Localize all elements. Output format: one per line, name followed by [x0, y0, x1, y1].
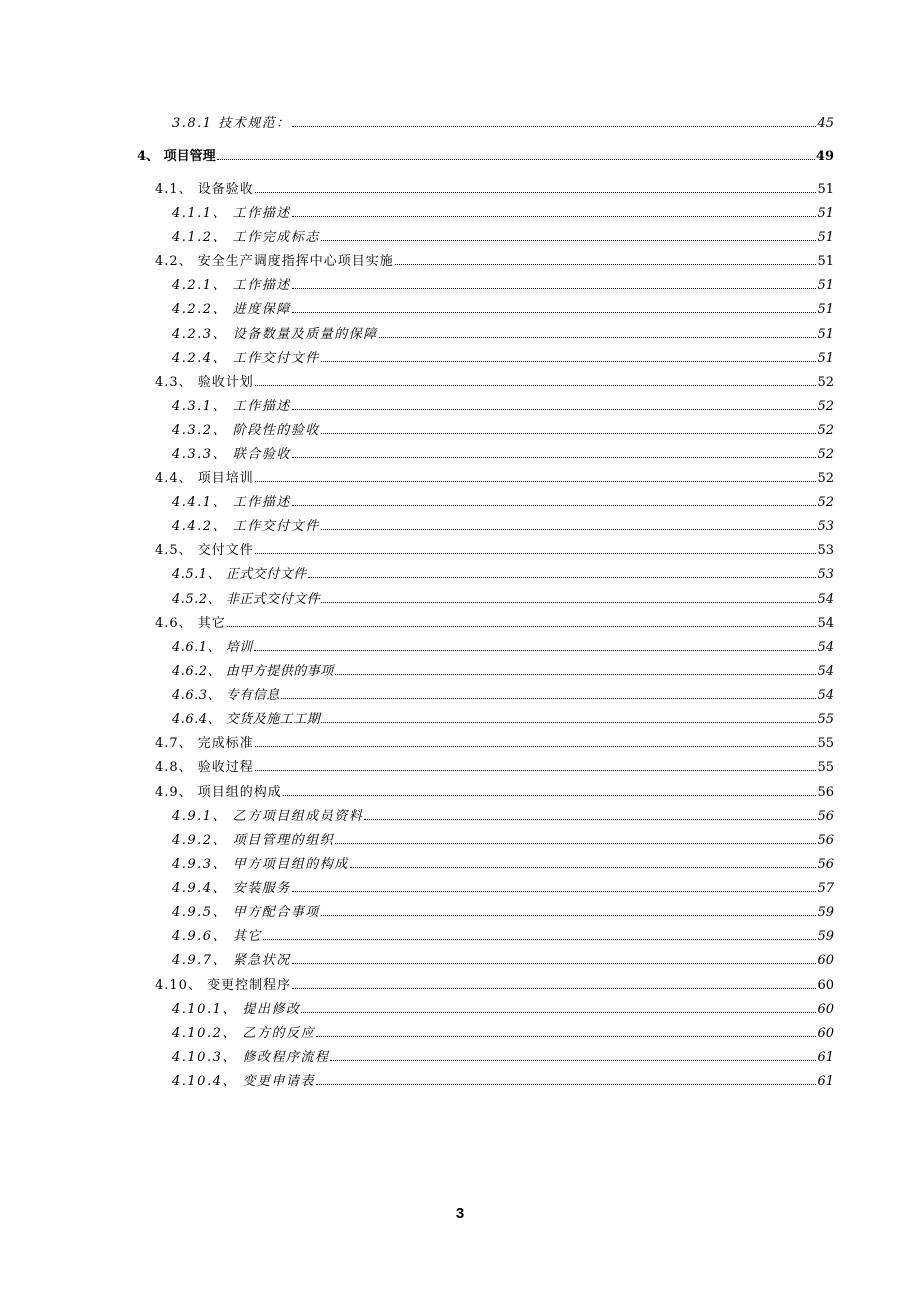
toc-entry-label: 4.2、 安全生产调度指挥中心项目实施 — [155, 254, 394, 269]
toc-leader — [292, 216, 817, 217]
toc-leader — [254, 650, 817, 651]
toc-entry-page: 54 — [817, 664, 834, 679]
toc-leader — [255, 553, 817, 554]
toc-entry[interactable] — [172, 830, 834, 852]
toc-leader — [379, 337, 817, 338]
toc-leader — [321, 433, 817, 434]
toc-entry-label: 4.9.2、 项目管理的组织 — [172, 833, 335, 848]
toc-entry[interactable] — [155, 540, 834, 562]
toc-entry[interactable] — [155, 468, 834, 490]
toc-entry[interactable] — [155, 372, 834, 394]
toc-entry-page: 51 — [817, 230, 834, 245]
toc-entry[interactable] — [172, 1047, 834, 1069]
toc-leader — [255, 385, 817, 386]
toc-leader — [255, 746, 817, 747]
toc-entry-page: 60 — [817, 1002, 834, 1017]
toc-entry-label: 4.9、 项目组的构成 — [155, 785, 282, 800]
toc-entry-label: 4.3.1、 工作描述 — [172, 399, 291, 414]
toc-leader — [350, 867, 817, 868]
toc-leader — [292, 457, 817, 458]
toc-leader — [321, 602, 816, 603]
toc-entry-label: 4.7、 完成标准 — [155, 736, 254, 751]
toc-entry-label: 4.10.2、 乙方的反应 — [172, 1026, 315, 1041]
toc-entry[interactable] — [155, 733, 834, 755]
toc-leader — [395, 264, 817, 265]
toc-entry-page: 51 — [817, 182, 834, 197]
toc-entry-page: 60 — [817, 953, 834, 968]
toc-entry[interactable] — [172, 878, 834, 900]
toc-entry-label: 4.3.2、 阶段性的验收 — [172, 423, 320, 438]
toc-leader — [321, 240, 817, 241]
toc-leader — [292, 891, 817, 892]
toc-entry[interactable] — [172, 1071, 834, 1093]
toc-entry-page: 54 — [817, 592, 834, 607]
toc-entry[interactable] — [172, 709, 834, 731]
toc-entry-page: 55 — [817, 736, 834, 751]
toc-entry-page: 54 — [817, 616, 834, 631]
toc-leader — [255, 192, 817, 193]
toc-leader — [321, 915, 817, 916]
toc-entry-page: 51 — [817, 302, 834, 317]
toc-entry[interactable] — [172, 1023, 834, 1045]
toc-entry-page: 55 — [817, 760, 834, 775]
toc-entry-label: 4.2.4、 工作交付文件 — [172, 351, 320, 366]
toc-entry-label: 4.6.4、 交货及施工工期 — [172, 712, 321, 727]
toc-entry-label: 4.10、 变更控制程序 — [155, 978, 292, 993]
toc-entry[interactable] — [172, 348, 834, 370]
toc-entry[interactable] — [172, 492, 834, 514]
toc-entry-label: 4.1、 设备验收 — [155, 182, 254, 197]
toc-entry-label: 4.9.5、 甲方配合事项 — [172, 905, 320, 920]
toc-entry-label: 4、 项目管理 — [137, 149, 216, 164]
toc-entry-page: 56 — [817, 833, 834, 848]
toc-entry[interactable] — [172, 926, 834, 948]
toc-entry-label: 4.10.1、 提出修改 — [172, 1002, 301, 1017]
toc-entry-label: 4.6、 其它 — [155, 616, 226, 631]
toc-leader — [321, 722, 816, 723]
toc-entry[interactable] — [137, 146, 834, 168]
toc-entry[interactable] — [155, 251, 834, 273]
toc-entry-label: 4.10.3、 修改程序流程 — [172, 1050, 330, 1065]
toc-leader — [321, 529, 817, 530]
toc-leader — [292, 288, 817, 289]
toc-entry-label: 4.6.1、 培训 — [172, 640, 253, 655]
toc-leader — [292, 988, 816, 989]
toc-entry-label: 4.2.3、 设备数量及质量的保障 — [172, 327, 378, 342]
toc-entry[interactable] — [172, 396, 834, 418]
toc-leader — [321, 361, 817, 362]
toc-entry-label: 4.2.2、 进度保障 — [172, 302, 291, 317]
toc-entry-label: 4.9.4、 安装服务 — [172, 881, 291, 896]
toc-entry-label: 4.1.2、 工作完成标志 — [172, 230, 320, 245]
toc-entry-page: 60 — [817, 978, 834, 993]
toc-entry-page: 52 — [817, 423, 834, 438]
toc-entry[interactable] — [172, 854, 834, 876]
toc-leader — [217, 159, 815, 160]
toc-entry[interactable] — [172, 950, 834, 972]
toc-entry-page: 52 — [817, 447, 834, 462]
toc-entry[interactable] — [172, 902, 834, 924]
toc-leader — [255, 481, 817, 482]
toc-entry[interactable] — [172, 113, 834, 135]
toc-entry[interactable] — [172, 299, 834, 321]
toc-entry[interactable] — [172, 275, 834, 297]
toc-entry-page: 52 — [817, 471, 834, 486]
toc-entry[interactable] — [172, 420, 834, 442]
toc-leader — [316, 1036, 816, 1037]
toc-entry-label: 4.9.1、 乙方项目组成员资料 — [172, 809, 364, 824]
toc-entry[interactable] — [155, 975, 834, 997]
toc-entry-page: 52 — [817, 399, 834, 414]
toc-entry-page: 59 — [817, 929, 834, 944]
page-number: 3 — [455, 1205, 465, 1222]
toc-leader — [335, 674, 817, 675]
toc-entry-page: 55 — [817, 712, 834, 727]
toc-leader — [263, 939, 817, 940]
toc-entry-label: 4.8、 验收过程 — [155, 760, 254, 775]
toc-entry[interactable] — [172, 203, 834, 225]
toc-entry-label: 4.5、 交付文件 — [155, 543, 254, 558]
toc-entry-page: 45 — [817, 116, 834, 131]
toc-entry-page: 57 — [817, 881, 834, 896]
toc-entry-page: 59 — [817, 905, 834, 920]
toc-entry-label: 4.4、 项目培训 — [155, 471, 254, 486]
toc-entry-page: 61 — [817, 1074, 834, 1089]
toc-entry[interactable] — [172, 661, 834, 683]
toc-leader — [292, 505, 817, 506]
toc-leader — [255, 770, 817, 771]
toc-entry-page: 52 — [817, 495, 834, 510]
toc-entry[interactable] — [172, 589, 834, 611]
toc-entry-label: 4.3、 验收计划 — [155, 375, 254, 390]
toc-entry[interactable] — [172, 564, 834, 586]
toc-entry-label: 4.9.3、 甲方项目组的构成 — [172, 857, 349, 872]
toc-entry-label: 4.6.2、 由甲方提供的事项 — [172, 664, 334, 679]
toc-entry[interactable] — [172, 637, 834, 659]
toc-entry-label: 4.1.1、 工作描述 — [172, 206, 291, 221]
toc-entry-page: 52 — [817, 375, 834, 390]
toc-entry-page: 54 — [817, 640, 834, 655]
toc-entry-page: 49 — [815, 149, 834, 164]
toc-leader — [283, 795, 817, 796]
toc-entry-label: 4.10.4、 变更申请表 — [172, 1074, 315, 1089]
toc-entry[interactable] — [172, 516, 834, 538]
toc-entry-page: 60 — [817, 1026, 834, 1041]
toc-leader — [364, 819, 816, 820]
toc-entry-label: 3.8.1 技术规范： — [172, 116, 291, 131]
toc-leader — [292, 409, 817, 410]
toc-entry-label: 4.9.7、 紧急状况 — [172, 953, 291, 968]
toc-entry-page: 54 — [817, 688, 834, 703]
toc-leader — [301, 1012, 816, 1013]
toc-entry[interactable] — [172, 444, 834, 466]
toc-entry[interactable] — [155, 613, 834, 635]
toc-leader — [281, 698, 817, 699]
toc-leader — [292, 126, 817, 127]
toc-entry[interactable] — [155, 179, 834, 201]
toc-entry-page: 51 — [817, 278, 834, 293]
toc-entry-page: 53 — [817, 543, 834, 558]
toc-entry-label: 4.4.1、 工作描述 — [172, 495, 291, 510]
toc-entry-page: 56 — [817, 785, 834, 800]
toc-entry-label: 4.4.2、 工作交付文件 — [172, 519, 320, 534]
toc-leader — [292, 963, 817, 964]
toc-entry-page: 56 — [817, 857, 834, 872]
toc-leader — [330, 1060, 816, 1061]
toc-entry-page: 51 — [817, 351, 834, 366]
toc-entry-page: 51 — [817, 254, 834, 269]
toc-entry-label: 4.2.1、 工作描述 — [172, 278, 291, 293]
toc-entry[interactable] — [155, 782, 834, 804]
toc-leader — [227, 626, 817, 627]
toc-entry[interactable] — [172, 324, 834, 346]
toc-leader — [335, 843, 816, 844]
toc-entry[interactable] — [172, 685, 834, 707]
toc-entry-label: 4.6.3、 专有信息 — [172, 688, 280, 703]
toc-entry-page: 51 — [817, 327, 834, 342]
toc-entry-label: 4.5.2、 非正式交付文件 — [172, 592, 321, 607]
toc-entry-label: 4.5.1、 正式交付文件 — [172, 567, 307, 582]
toc-entry[interactable] — [155, 757, 834, 779]
toc-entry[interactable] — [172, 999, 834, 1021]
toc-leader — [308, 577, 817, 578]
toc-entry-label: 4.3.3、 联合验收 — [172, 447, 291, 462]
toc-entry[interactable] — [172, 227, 834, 249]
toc-entry-page: 51 — [817, 206, 834, 221]
toc-leader — [316, 1084, 816, 1085]
toc-entry-page: 53 — [817, 567, 834, 582]
toc-entry[interactable] — [172, 806, 834, 828]
toc-entry-page: 56 — [817, 809, 834, 824]
toc-entry-label: 4.9.6、 其它 — [172, 929, 262, 944]
toc-entry-page: 61 — [817, 1050, 834, 1065]
toc-leader — [292, 312, 817, 313]
toc-entry-page: 53 — [817, 519, 834, 534]
